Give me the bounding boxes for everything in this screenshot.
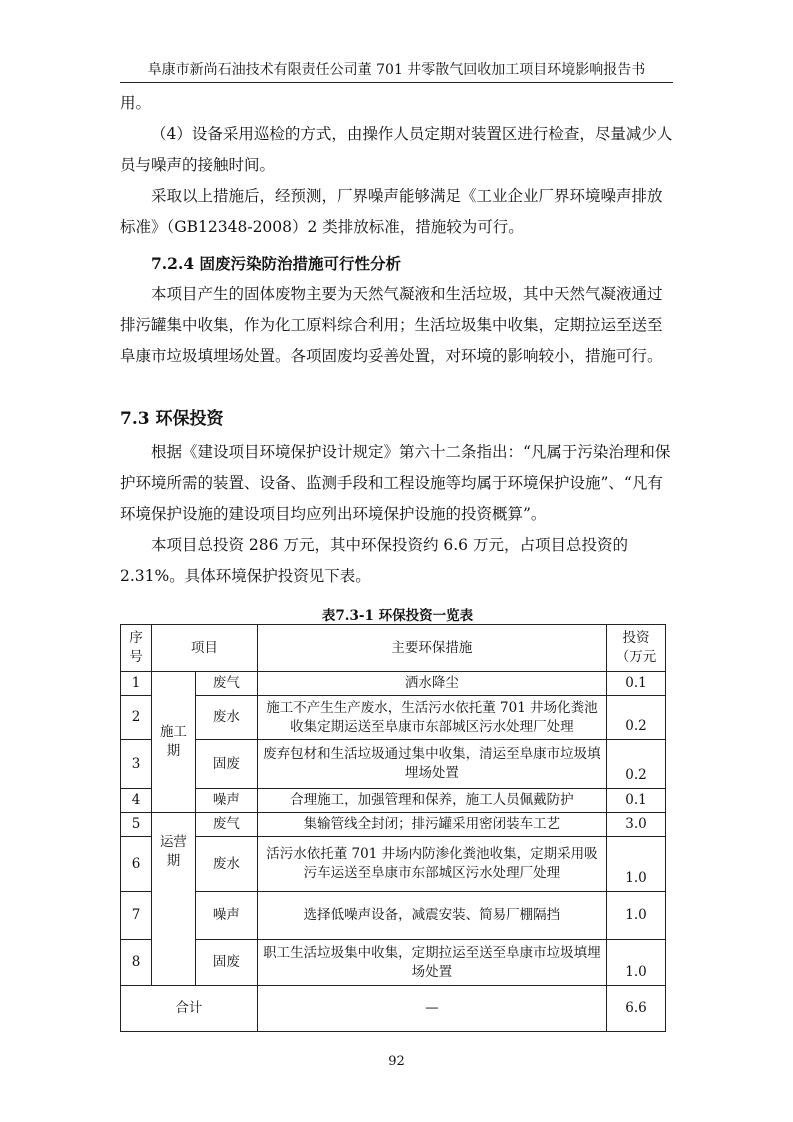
table-row (121, 696, 666, 740)
table-caption: 表7.3-1 环保投资一览表 (321, 608, 474, 624)
row-type: 固废 (195, 940, 257, 986)
row-invest: 1.0 (607, 940, 666, 986)
row-measure: 洒水降尘 (257, 672, 606, 696)
total-measure: — (257, 986, 606, 1032)
row-type: 废水 (195, 837, 257, 892)
body-text-investment (120, 437, 675, 592)
subsection-heading: 7.2.4 固废污染防治措施可行性分析 (151, 254, 402, 273)
stage-construction: 施工期 (151, 672, 195, 813)
row-invest: 0.2 (607, 740, 666, 789)
table-row (121, 892, 666, 940)
row-measure: 活污水依托董 701 井场内防渗化粪池收集，定期采用吸污车运送至阜康市东部城区污水处理厂处理 (257, 837, 606, 892)
body-text-top (120, 88, 675, 243)
paragraph-inspection: （4）设备采用巡检的方式，由操作人员定期对装置区进行检查，尽量减少人员与噪声的接触时间。 (120, 125, 673, 174)
row-type: 噪声 (195, 789, 257, 813)
table-header-row (121, 625, 666, 672)
row-measure: 集输管线全封闭；排污罐采用密闭装车工艺 (257, 813, 606, 837)
row-measure: 施工不产生生产废水，生活污水依托董 701 井场化粪池收集定期运送至阜康市东部城区污水处理厂处理 (257, 696, 606, 740)
header-no: 序号 (121, 625, 152, 672)
paragraph-continuation: 用。 (120, 94, 152, 112)
header-measure: 主要环保措施 (257, 625, 606, 672)
stage-operation-continued (151, 892, 195, 986)
total-label: 合计 (121, 986, 258, 1032)
table-row (121, 837, 666, 892)
table-row (121, 940, 666, 986)
table-row (121, 813, 666, 837)
row-measure: 合理施工，加强管理和保养，施工人员佩戴防护 (257, 789, 606, 813)
paragraph-regulation: 根据《建设项目环境保护设计规定》第六十二条指出：“凡属于污染治理和保护环境所需的装置、设备、监测手段和工程设施等均属于环境保护设施”、“凡有环境保护设施的建设项目均应列出环境保护设施的投资概算”。 (120, 443, 671, 523)
row-no: 6 (121, 837, 152, 892)
row-type: 固废 (195, 740, 257, 789)
table-row (121, 672, 666, 696)
paragraph-total-investment: 本项目总投资 286 万元，其中环保投资约 6.6 万元，占项目总投资的 2.31%。具体环境保护投资见下表。 (120, 536, 628, 585)
row-invest: 0.1 (607, 672, 666, 696)
section-heading: 7.3 环保投资 (120, 409, 224, 429)
body-text-solid-waste (120, 279, 675, 372)
header-item: 项目 (151, 625, 257, 672)
row-invest: 1.0 (607, 837, 666, 892)
row-invest: 0.2 (607, 696, 666, 740)
table-row (121, 740, 666, 789)
row-no: 1 (121, 672, 152, 696)
row-invest: 0.1 (607, 789, 666, 813)
paragraph-solid-waste: 本项目产生的固体废物主要为天然气凝液和生活垃圾，其中天然气凝液通过排污罐集中收集，作为化工原料综合利用；生活垃圾集中收集，定期拉运至送至阜康市垃圾填埋场处置。各项固废均妥善处置，对环境的影响较小，措施可行。 (120, 285, 663, 365)
investment-table (120, 624, 666, 1032)
stage-operation: 运营期 (151, 813, 195, 892)
row-measure: 职工生活垃圾集中收集，定期拉运至送至阜康市垃圾填埋场处置 (257, 940, 606, 986)
table-row (121, 789, 666, 813)
row-type: 噪声 (195, 892, 257, 940)
row-type: 废气 (195, 813, 257, 837)
header-invest: 投资（万元 (607, 625, 666, 672)
table-total-row (121, 986, 666, 1032)
total-invest: 6.6 (607, 986, 666, 1032)
row-type: 废水 (195, 696, 257, 740)
row-invest: 3.0 (607, 813, 666, 837)
row-no: 4 (121, 789, 152, 813)
page-number: 92 (388, 1054, 405, 1069)
page-header: 阜康市新尚石油技术有限责任公司董 701 井零散气回收加工项目环境影响报告书 (120, 60, 673, 83)
row-measure: 废弃包材和生活垃圾通过集中收集，清运至阜康市垃圾填埋场处置 (257, 740, 606, 789)
row-no: 5 (121, 813, 152, 837)
row-type: 废气 (195, 672, 257, 696)
row-invest: 1.0 (607, 892, 666, 940)
row-no: 7 (121, 892, 152, 940)
row-no: 3 (121, 740, 152, 789)
paragraph-noise-standard: 采取以上措施后，经预测，厂界噪声能够满足《工业企业厂界环境噪声排放标准》（GB12348-2008）2 类排放标准，措施较为可行。 (120, 187, 663, 236)
row-no: 8 (121, 940, 152, 986)
row-no: 2 (121, 696, 152, 740)
row-measure: 选择低噪声设备，减震安装、简易厂棚隔挡 (257, 892, 606, 940)
